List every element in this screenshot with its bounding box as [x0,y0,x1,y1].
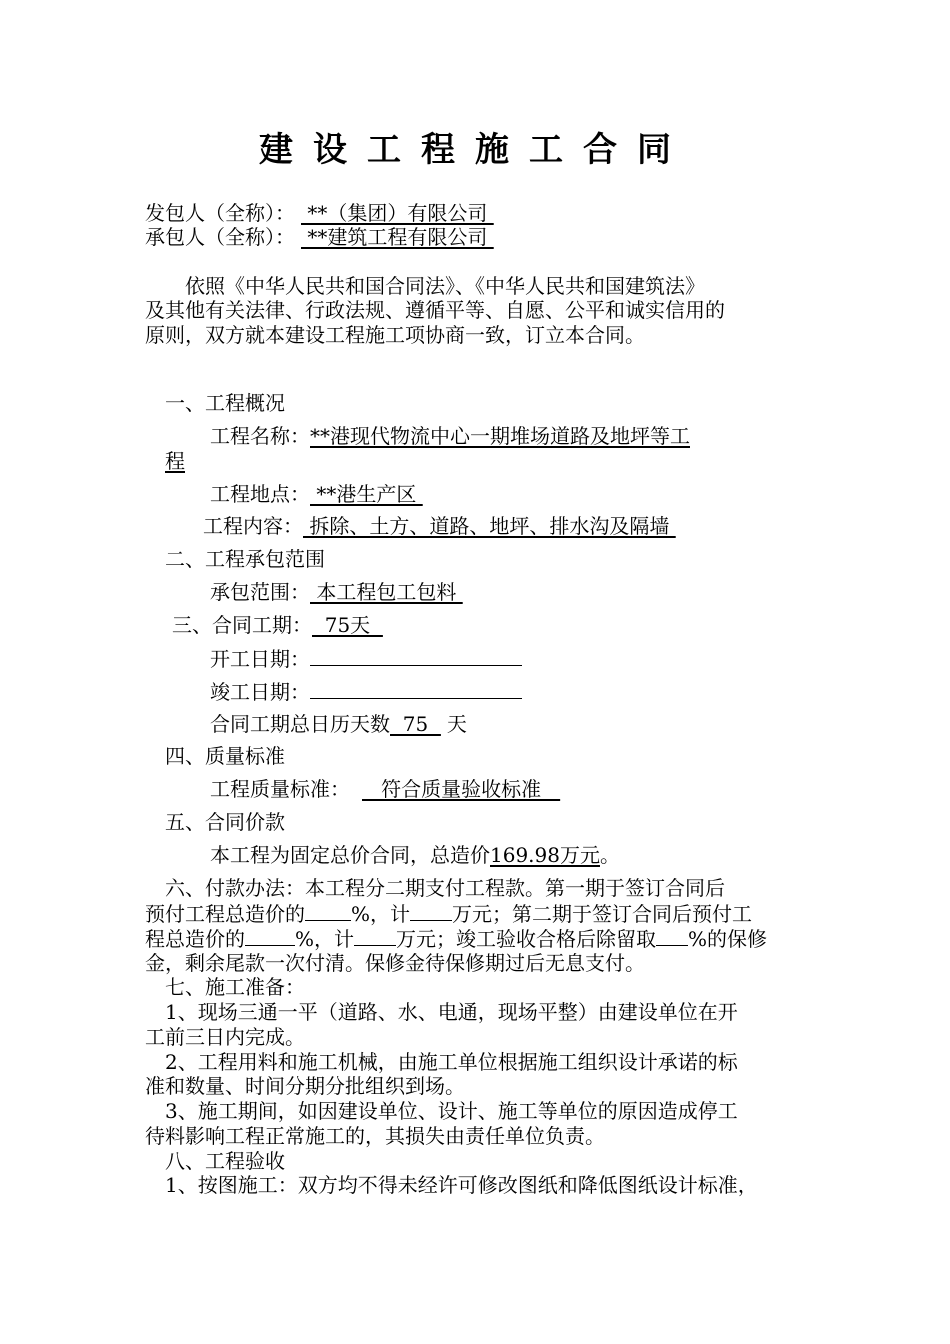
contractor-line [145,224,494,250]
intro-line-1: 依照《中华人民共和国合同法》、《中华人民共和国建筑法》 [185,274,705,298]
sec6-line-1: 六、付款办法：本工程分二期支付工程款。第一期于签订合同后 [165,876,725,900]
contractor-label: 承包人（全称）： [145,225,295,249]
contractor-name: **建筑工程有限公司 [301,225,494,249]
sec7-p3-line-1: 3、施工期间，如因建设单位、设计、施工等单位的原因造成停工 [165,1099,738,1123]
sec2-heading: 二、工程承包范围 [165,547,325,571]
sec7-p2-line-1: 2、工程用料和施工机械，由施工单位根据施工组织设计承诺的标 [165,1050,738,1074]
first-percent-blank [305,900,351,921]
content-value: 拆除、土方、道路、地坪、排水沟及隔墙 [303,514,676,538]
intro-line-3: 原则，双方就本建设工程施工项协商一致，订立本合同。 [145,323,645,347]
project-name-value: **港现代物流中心一期堆场道路及地坪等工 [310,424,690,448]
sec6-text: 万元；第二期于签订合同后预付工 [452,902,753,926]
period-value: 75天 [312,613,383,637]
quality-value: 符合质量验收标准 [362,777,561,801]
sec6-text: %的保修 [688,927,768,951]
end-date-label: 竣工日期： [210,680,310,704]
total-days-line [210,711,467,737]
sec6-text: 万元；竣工验收合格后除留取 [396,927,657,951]
sec3-heading: 三、合同工期： [172,613,312,637]
sec8-heading: 八、工程验收 [165,1149,285,1173]
end-date-blank [310,678,522,699]
sec5-heading: 五、合同价款 [165,810,285,834]
price-text-end: 。 [599,843,620,867]
first-amount-blank [410,900,452,921]
retention-percent-blank [656,925,688,946]
sec6-text: %，计 [351,902,411,926]
sec4-heading: 四、质量标准 [165,744,285,768]
scope-label: 承包范围： [210,580,310,604]
sec7-p2-line-2: 准和数量、时间分期分批组织到场。 [145,1074,465,1098]
quality-label: 工程质量标准： [210,777,350,801]
period-line [172,612,383,638]
location-value: **港生产区 [310,482,423,506]
sec6-text: 预付工程总造价的 [145,902,305,926]
scope-line [210,579,463,605]
employer-name: **（集团）有限公司 [301,201,494,225]
project-name-value-2: 程 [165,449,185,473]
sec7-p1-line-2: 工前三日内完成。 [145,1025,305,1049]
start-date-line [210,645,522,672]
sec6-line-2 [145,900,752,927]
location-label: 工程地点： [210,482,310,506]
employer-label: 发包人（全称）： [145,201,295,225]
total-price: 169.98万元 [490,843,600,867]
scope-value: 本工程包工包料 [310,580,463,604]
second-percent-blank [245,925,295,946]
content-label: 工程内容： [203,514,303,538]
end-date-line [210,678,522,705]
sec1-heading: 一、工程概况 [165,391,285,415]
sec7-heading: 七、施工准备： [165,975,305,999]
intro-line-2: 及其他有关法律、行政法规、遵循平等、自愿、公平和诚实信用的 [145,298,725,322]
sec7-p3-line-2: 待料影响工程正常施工的，其损失由责任单位负责。 [145,1124,605,1148]
price-line [210,842,620,868]
sec7-p1-line-1: 1、现场三通一平（道路、水、电通，现场平整）由建设单位在开 [165,1000,738,1024]
project-name-line [210,423,690,449]
sec6-text: %，计 [295,927,355,951]
start-date-label: 开工日期： [210,647,310,671]
total-days-value: 75 [390,712,441,736]
sec6-text: 程总造价的 [145,927,245,951]
project-name-label: 工程名称： [210,424,310,448]
content-line [203,513,676,539]
contract-title: 建设工程施工合同 [259,130,691,170]
sec8-p1: 1、按图施工：双方均不得未经许可修改图纸和降低图纸设计标准， [165,1173,758,1197]
total-days-unit: 天 [446,712,467,736]
price-text: 本工程为固定总价合同，总造价 [210,843,490,867]
project-name-cont [165,448,185,474]
start-date-blank [310,645,522,666]
sec6-line-3 [145,925,767,952]
employer-line [145,200,494,226]
location-line [210,481,423,507]
total-days-label: 合同工期总日历天数 [210,712,390,736]
second-amount-blank [354,925,396,946]
sec6-line-4: 金，剩余尾款一次付清。保修金待保修期过后无息支付。 [145,951,645,975]
quality-line [210,776,560,802]
